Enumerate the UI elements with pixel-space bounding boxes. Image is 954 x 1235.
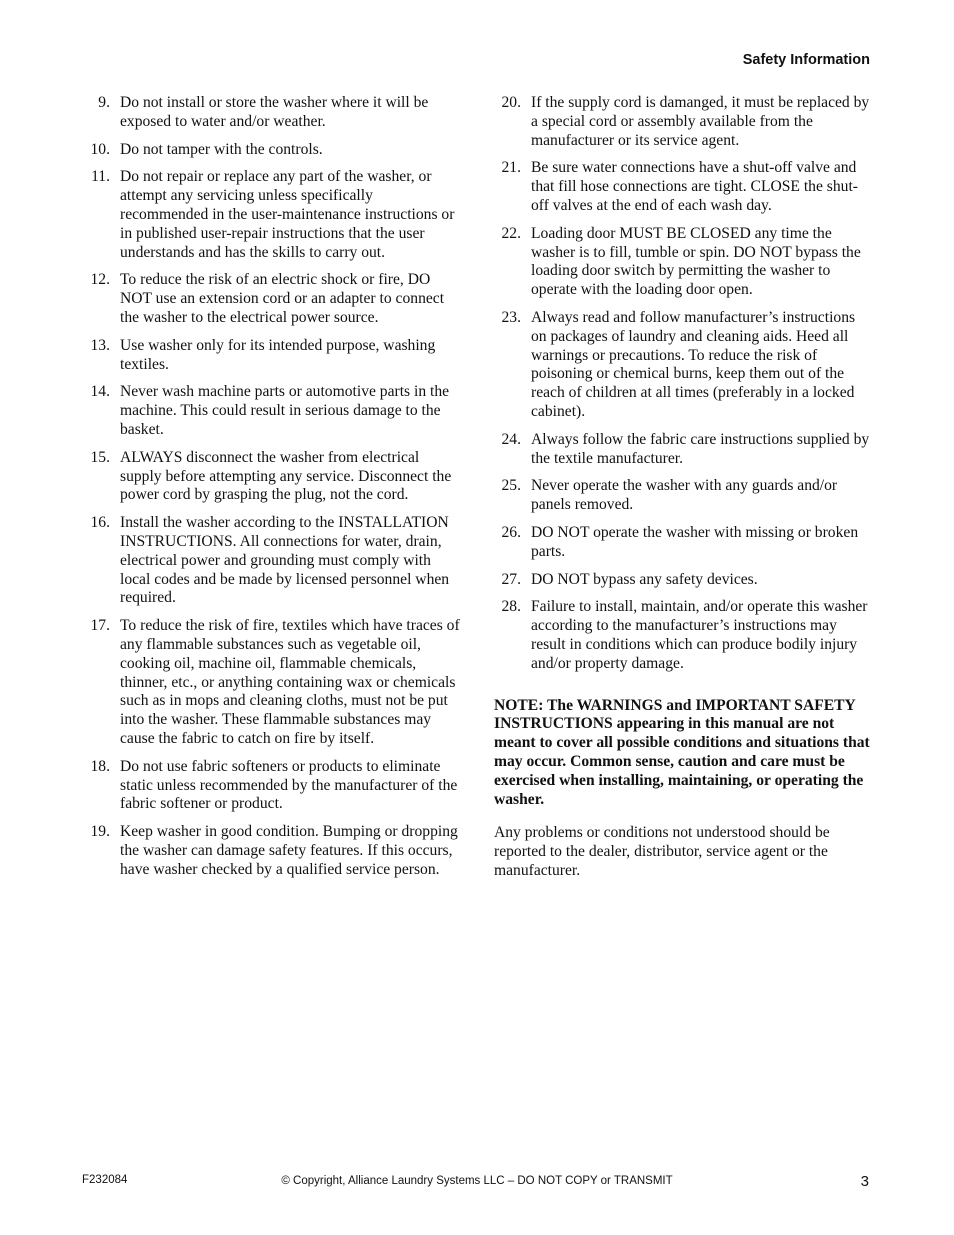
list-item	[494, 225, 872, 300]
item-number: 16.	[90, 514, 110, 532]
item-text: Use washer only for its intended purpose, washing textiles.	[120, 336, 436, 373]
safety-list-left	[82, 94, 464, 879]
item-text: Failure to install, maintain, and/or operate this washer according to the manufacturer’s instructions may result in conditions which can produce bodily injury and/or property damage.	[531, 598, 868, 672]
list-item	[494, 524, 872, 562]
item-number: 22.	[501, 224, 521, 242]
copyright-notice: © Copyright, Alliance Laundry Systems LLC – DO NOT COPY or TRANSMIT	[281, 1175, 673, 1187]
item-text: Be sure water connections have a shut-off valve and that fill hose connections are tight. CLOSE the shut-off valves at the end of each wash day.	[531, 159, 858, 214]
item-number: 25.	[501, 477, 521, 495]
item-text: Do not install or store the washer where it will be exposed to water and/or weather.	[120, 94, 429, 130]
list-item	[82, 141, 464, 160]
list-item	[494, 431, 872, 469]
item-number: 17.	[90, 617, 110, 635]
list-item	[82, 383, 464, 439]
list-item	[82, 449, 464, 505]
item-text: Always read and follow manufacturer’s instructions on packages of laundry and cleaning aids. Heed all warnings or precautions. To reduce the risk of poisoning or chemical burns, keep them out of the reach of children at all times (preferably in a locked cabinet).	[531, 308, 856, 420]
list-item	[494, 159, 872, 215]
list-item	[82, 337, 464, 375]
item-number: 27.	[501, 570, 521, 588]
list-item	[494, 571, 872, 590]
item-number: 18.	[90, 757, 110, 775]
left-column	[82, 94, 464, 888]
list-item	[82, 271, 464, 327]
item-number: 26.	[501, 523, 521, 541]
list-item	[494, 598, 872, 673]
item-text: To reduce the risk of fire, textiles which have traces of any flammable substances such as vegetable oil, cooking oil, machine oil, flammable chemicals, thinner, etc., or anything containing wax or chemicals such as in mops and cleaning cloths, must not be put into the washer. These flammable substances may cause the fabric to catch on fire by itself.	[120, 617, 460, 747]
item-text: If the supply cord is damanged, it must be replaced by a special cord or assembly available from the manufacturer or its service agent.	[531, 94, 870, 149]
item-number: 10.	[90, 140, 110, 158]
item-text: Install the washer according to the INSTALLATION INSTRUCTIONS. All connections for water, drain, electrical power and grounding must comply with local codes and be made by licensed personnel when required.	[120, 514, 450, 607]
item-text: Keep washer in good condition. Bumping or dropping the washer can damage safety features. If this occurs, have washer checked by a qualified service person.	[120, 823, 458, 878]
item-text: DO NOT bypass any safety devices.	[531, 570, 758, 588]
list-item	[494, 94, 872, 150]
item-number: 28.	[501, 598, 521, 616]
item-number: 23.	[501, 308, 521, 326]
item-text: ALWAYS disconnect the washer from electrical supply before attempting any service. Disconnect the power cord by grasping the plug, not the cord.	[120, 448, 452, 504]
item-number: 14.	[90, 383, 110, 401]
item-text: To reduce the risk of an electric shock or fire, DO NOT use an extension cord or an adapter to connect the washer to the electrical power source.	[120, 271, 445, 326]
section-header: Safety Information	[742, 52, 870, 68]
item-text: Always follow the fabric care instructions supplied by the textile manufacturer.	[531, 430, 870, 467]
document-id: F232084	[82, 1174, 128, 1186]
list-item	[82, 168, 464, 262]
item-number: 21.	[501, 159, 521, 177]
item-text: DO NOT operate the washer with missing or broken parts.	[531, 523, 859, 560]
safety-list-right	[494, 94, 872, 674]
item-number: 13.	[90, 336, 110, 354]
item-number: 9.	[98, 94, 110, 111]
list-item	[494, 477, 872, 515]
item-text: Do not use fabric softeners or products to eliminate static unless recommended by the manufacturer of the fabric softener or product.	[120, 757, 458, 813]
page-number: 3	[860, 1173, 869, 1190]
list-item	[82, 514, 464, 608]
right-column	[494, 94, 872, 881]
list-item	[82, 617, 464, 749]
list-item	[82, 758, 464, 814]
item-number: 24.	[501, 430, 521, 448]
item-text: Do not repair or replace any part of the washer, or attempt any servicing unless specifically recommended in the user-maintenance instructions or in published user-repair instructions that the user understands and has the skills to carry out.	[120, 168, 455, 261]
list-item	[82, 94, 464, 132]
safety-note: NOTE: The WARNINGS and IMPORTANT SAFETY INSTRUCTIONS appearing in this manual are not meant to cover all possible conditions and situations that may occur. Common sense, caution and care must be exercised when installing, maintaining, or operating the washer.	[494, 696, 870, 808]
item-number: 12.	[90, 271, 110, 289]
closing-paragraph: Any problems or conditions not understood should be reported to the dealer, distributor, service agent or the manufacturer.	[494, 824, 830, 879]
item-text: Do not tamper with the controls.	[120, 140, 323, 158]
item-text: Never operate the washer with any guards and/or panels removed.	[531, 477, 838, 514]
item-text: Loading door MUST BE CLOSED any time the washer is to fill, tumble or spin. DO NOT bypass the loading door switch by permitting the washer to operate with the loading door open.	[531, 224, 861, 299]
item-number: 15.	[90, 448, 110, 466]
list-item	[82, 823, 464, 879]
item-number: 19.	[90, 823, 110, 841]
item-number: 20.	[501, 94, 521, 111]
item-number: 11.	[91, 168, 110, 186]
item-text: Never wash machine parts or automotive parts in the machine. This could result in serious damage to the basket.	[120, 383, 450, 438]
list-item	[494, 309, 872, 422]
